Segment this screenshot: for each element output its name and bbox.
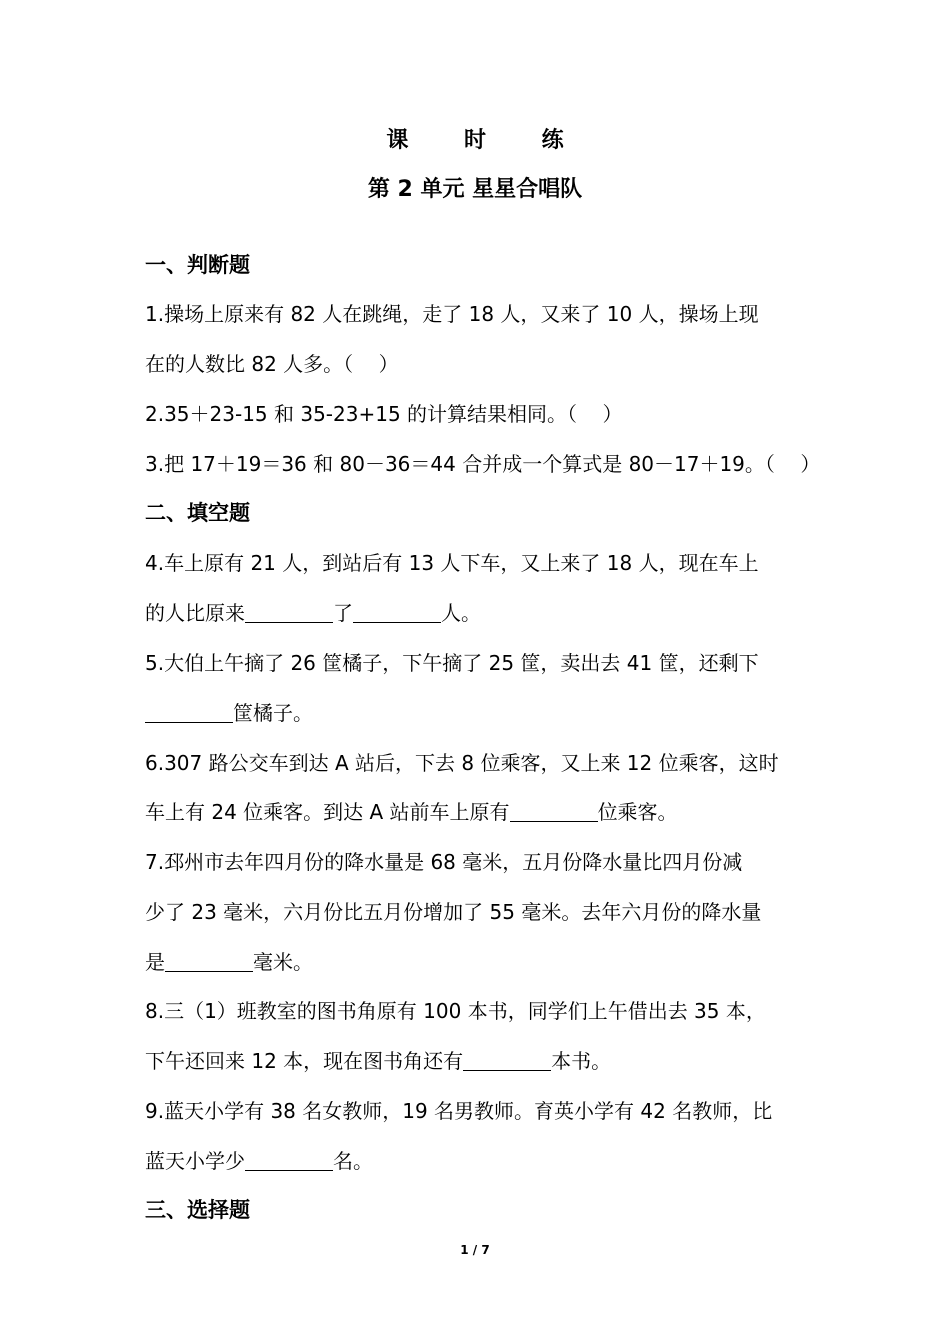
question-9-text-a: 蓝天小学少: [145, 1149, 245, 1173]
page-title: 课 时 练: [386, 128, 588, 153]
section-heading-multiple-choice: 三、选择题: [145, 1198, 250, 1222]
question-7-text-a: 是: [145, 950, 165, 974]
question-4-text-c: 人。: [441, 601, 481, 625]
section-heading-fill-blank: 二、填空题: [145, 501, 250, 525]
page-number: 1 / 7: [460, 1243, 490, 1257]
question-8-line-1: 8.三（1）班教室的图书角原有 100 本书，同学们上午借出去 35 本，: [145, 999, 766, 1023]
question-8-text-a: 下午还回来 12 本，现在图书角还有: [145, 1049, 464, 1073]
question-3: 3.把 17＋19＝36 和 80－36＝44 合并成一个算式是 80－17＋19。（ ）: [145, 452, 821, 476]
unit-title: 第 2 单元 星星合唱队: [367, 177, 583, 202]
question-4-line-2: [145, 598, 825, 628]
question-6-text-b: 位乘客。: [597, 800, 678, 824]
question-6-line-1: 6.307 路公交车到达 A 站后，下去 8 位乘客，又上来 12 位乘客，这时: [145, 751, 779, 775]
answer-blank[interactable]: [145, 701, 233, 723]
question-6-text-a: 车上有 24 位乘客。到达 A 站前车上原有: [145, 800, 510, 824]
question-8-text-b: 本书。: [551, 1049, 612, 1073]
question-1-line-2: 在的人数比 82 人多。（ ）: [145, 352, 399, 376]
question-7-line-3: [145, 947, 825, 977]
question-5-line-1: 5.大伯上午摘了 26 筐橘子，下午摘了 25 筐，卖出去 41 筐，还剩下: [145, 651, 759, 675]
question-6-line-2: [145, 797, 825, 827]
question-9-text-b: 名。: [333, 1149, 373, 1173]
question-9-line-2: [145, 1146, 825, 1176]
answer-blank[interactable]: [245, 601, 333, 623]
answer-blank[interactable]: [245, 1149, 333, 1171]
question-8-line-2: [145, 1046, 825, 1076]
question-7-line-2: 少了 23 毫米，六月份比五月份增加了 55 毫米。去年六月份的降水量: [145, 900, 762, 924]
question-4-text-b: 了: [333, 601, 353, 625]
question-4-text-a: 的人比原来: [145, 601, 245, 625]
answer-blank[interactable]: [165, 950, 253, 972]
question-5-text: 筐橘子。: [233, 701, 313, 725]
question-5-line-2: [145, 698, 825, 728]
answer-blank[interactable]: [510, 800, 598, 822]
question-7-line-1: 7.邳州市去年四月份的降水量是 68 毫米，五月份降水量比四月份减: [145, 850, 743, 874]
question-4-line-1: 4.车上原有 21 人，到站后有 13 人下车，又上来了 18 人，现在车上: [145, 551, 759, 575]
answer-blank[interactable]: [463, 1049, 551, 1071]
answer-blank[interactable]: [353, 601, 441, 623]
question-9-line-1: 9.蓝天小学有 38 名女教师，19 名男教师。育英小学有 42 名教师，比: [145, 1099, 773, 1123]
question-2: 2.35＋23-15 和 35-23+15 的计算结果相同。（ ）: [145, 402, 623, 426]
question-1-line-1: 1.操场上原来有 82 人在跳绳，走了 18 人，又来了 10 人，操场上现: [145, 302, 759, 326]
question-7-text-b: 毫米。: [253, 950, 313, 974]
section-heading-judgement: 一、判断题: [145, 253, 250, 277]
